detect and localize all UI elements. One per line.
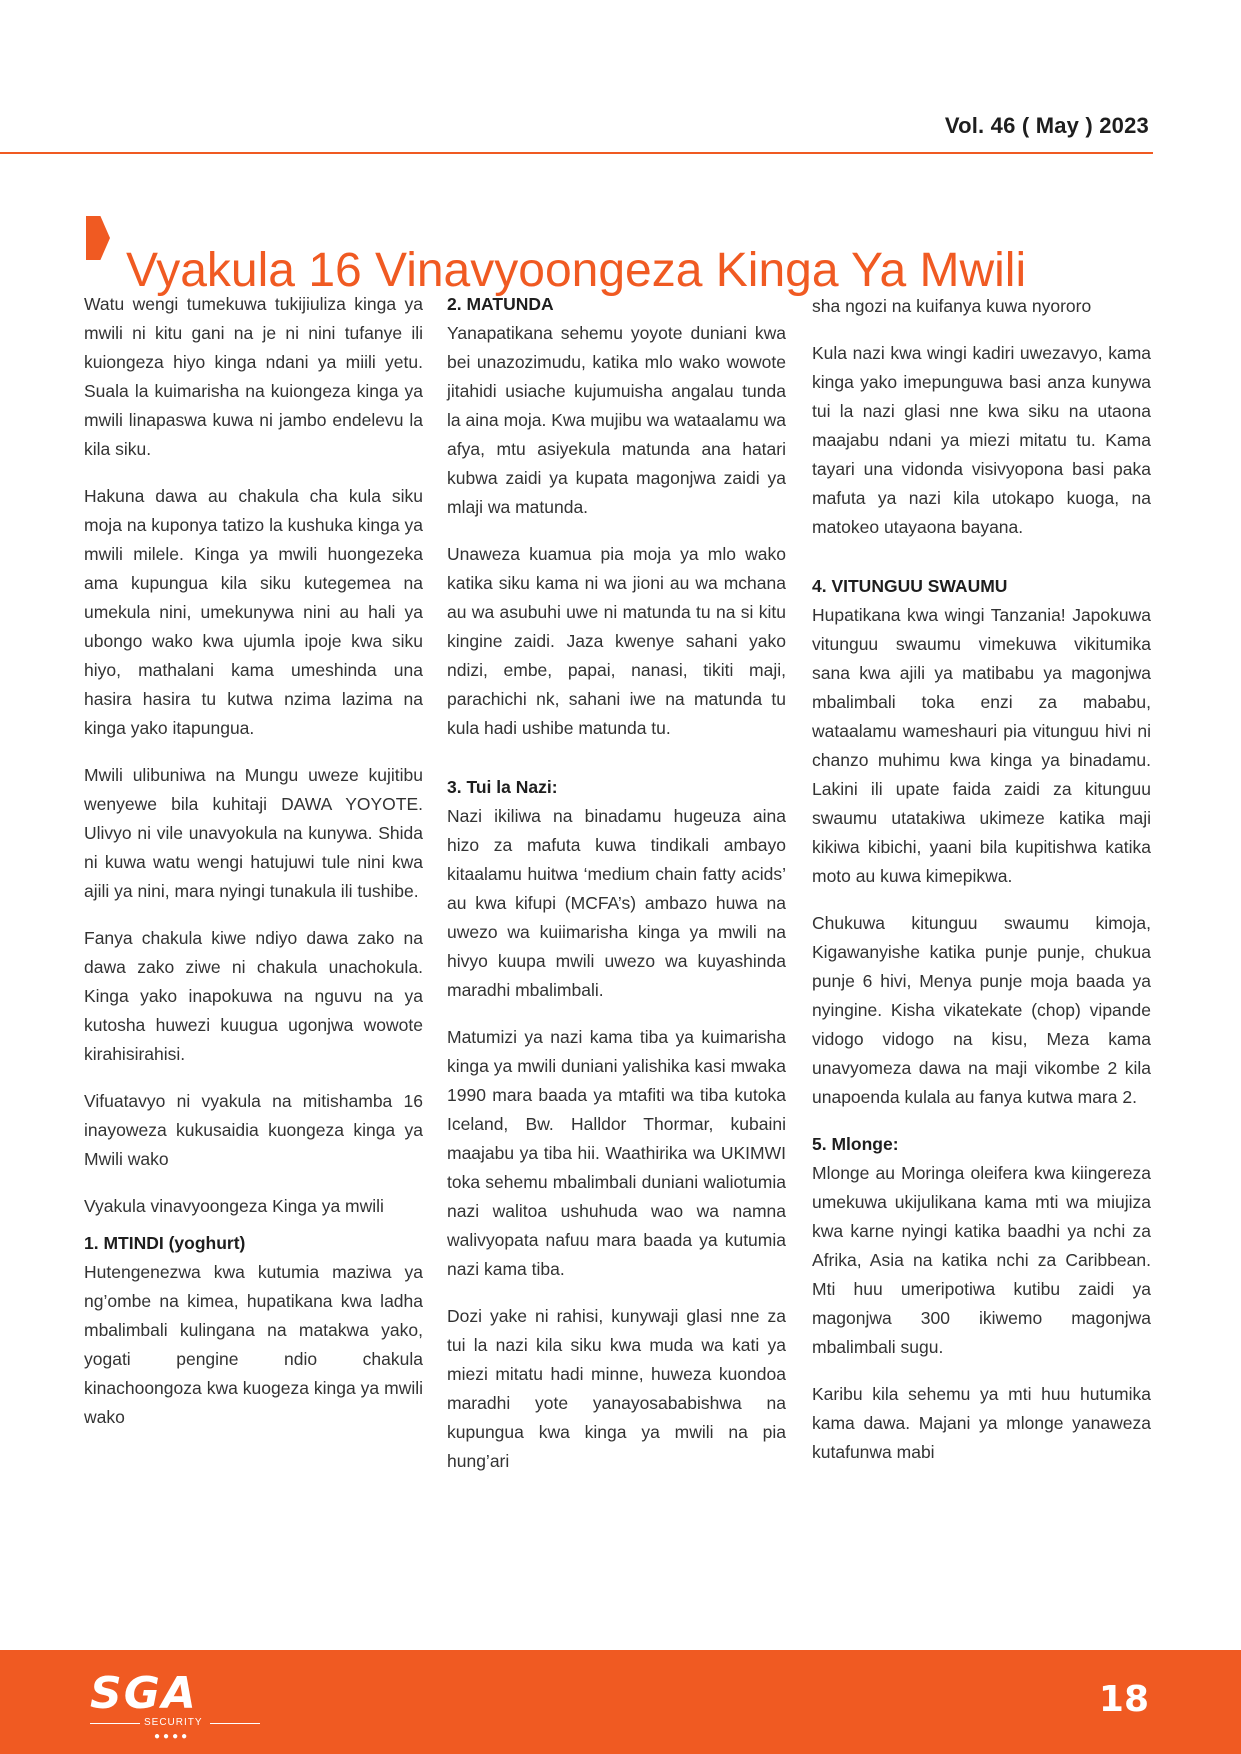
column-2 — [447, 290, 786, 1494]
section-heading-matunda: 2. MATUNDA — [447, 294, 554, 314]
footer-bar — [0, 1650, 1241, 1754]
issue-label: Vol. 46 ( May ) 2023 — [944, 113, 1149, 138]
paragraph: Unaweza kuamua pia moja ya mlo wako katika siku kama ni wa jioni au wa mchana au wa asubuhi uwe ni matunda tu na si kitu kingine zaidi. Jaza kwenye sahani yako ndizi, embe, papai, nanasi, tikiti maji, parachichi nk, sahani iwe na matunda tu kula hadi ushibe matunda tu. — [447, 544, 786, 738]
paragraph: Mlonge au Moringa oleifera kwa kiingereza umekuwa ukijulikana kama mti wa miujiza kwa karne nyingi katika baadhi ya nchi za Afrika, Asia na katika nchi za Caribbean. Mti huu umeripotiwa kutibu zaidi ya magonjwa 300 ikiwemo magonjwa mbalimbali sugu. — [812, 1163, 1151, 1357]
paragraph: Nazi ikiliwa na binadamu hugeuza aina hizo za mafuta kuwa tindikali ambayo kitaalamu huitwa ‘medium chain fatty acids’ au kwa kifupi (MCFA’s) ambazo huwa na uwezo wa kuiimarisha kinga ya mwili na hivyo kuupa mwili uwezo wa kuyashinda maradhi mbalimbali. — [447, 806, 786, 1000]
paragraph: Hakuna dawa au chakula cha kula siku moja na kuponya tatizo la kushuka kinga ya mwili milele. Kinga ya mwili huongezeka ama kupungua kila siku kutegemea na umekula nini, umekunywa nini au hali ya ubongo wako kwa ujumla ipoje kwa siku hiyo, mathalani kama umeshinda una hasira hasira tu kutwa nzima lazima na kinga yako itapungua. — [84, 486, 423, 738]
paragraph: Hutengenezwa kwa kutumia maziwa ya ng’ombe na kimea, hupatikana kwa ladha mbalimbali kulingana na matakwa yako, yogati pengine ndio chakula kinachoongoza kwa kuogeza kinga ya mwili wako — [84, 1262, 423, 1427]
paragraph: Mwili ulibuniwa na Mungu uweze kujitibu wenyewe bila kuhitaji DAWA YOYOTE. Ulivyo ni vile unavyokula na kunywa. Shida ni kuwa watu wengi hatujuwi tule nini kwa ajili ya nini, mara nyingi tunakula ili tushibe. — [84, 765, 423, 901]
section-heading-mlonge: 5. Mlonge: — [812, 1134, 899, 1154]
article-title: Vyakula 16 Vinavyoongeza Kinga Ya Mwili — [126, 244, 1027, 298]
section-heading-mtindi: 1. MTINDI (yoghurt) — [84, 1233, 246, 1253]
paragraph: sha ngozi na kuifanya kuwa nyororo — [812, 296, 1092, 316]
column-3 — [812, 292, 1151, 1485]
column-1 — [84, 290, 423, 1450]
logo-dots-icon: ●●●● — [154, 1731, 191, 1742]
section-heading-vitunguu-swaumu: 4. VITUNGUU SWAUMU — [812, 576, 1008, 596]
paragraph: Vifuatavyo ni vyakula na mitishamba 16 inayoweza kukusaidia kuongeza kinga ya Mwili wako — [84, 1091, 423, 1169]
page-number: 18 — [1098, 1679, 1149, 1720]
section-heading-tui-la-nazi: 3. Tui la Nazi: — [447, 777, 558, 797]
header-divider — [0, 152, 1153, 154]
logo-wordmark: SGA — [90, 1668, 198, 1719]
title-arrow-icon — [86, 216, 110, 260]
paragraph: Karibu kila sehemu ya mti huu hutumika kama dawa. Majani ya mlonge yanaweza kutafunwa mabi — [812, 1384, 1151, 1462]
logo-line-right — [210, 1723, 260, 1724]
paragraph: Kula nazi kwa wingi kadiri uwezavyo, kama kinga yako imepunguwa basi anza kunywa tui la nazi glasi nne kwa siku na utaona maajabu ndani ya miezi mitatu tu. Kama tayari una vidonda visivyopona basi paka mafuta ya nazi kila utokapo kuoga, na matokeo utayaona bayana. — [812, 343, 1151, 537]
paragraph: Matumizi ya nazi kama tiba ya kuimarisha kinga ya mwili duniani yalishika kasi mwaka 1990 mara baada ya mtafiti wa tiba kutoka Iceland, Bw. Halldor Thormar, kubaini maajabu ya tiba hii. Waathirika wa UKIMWI toka sehemu mbalimbali duniani waliotumia nazi walitoa ushuhuda wao wa namna walivyopata nafuu mara baada ya kutumia nazi kama tiba. — [447, 1027, 786, 1279]
paragraph: Dozi yake ni rahisi, kunywaji glasi nne za tui la nazi kila siku kwa muda wa kati ya miezi mitatu hadi minne, huweza kuondoa maradhi yote yanayosababishwa na kupungua kwa kinga ya mwili na pia hung’ari — [447, 1306, 786, 1471]
paragraph: Vyakula vinavyoongeza Kinga ya mwili — [84, 1196, 384, 1216]
paragraph: Yanapatikana sehemu yoyote duniani kwa bei unazozimudu, katika mlo wako wowote jitahidi usiache kujumuisha angalau tunda la aina moja. Kwa mujibu wa wataalamu wa afya, mtu asiyekula matunda ana hatari kubwa zaidi ya kupata magonjwa zaidi ya mlaji wa matunda. — [447, 323, 786, 517]
sga-security-logo — [90, 1668, 260, 1742]
logo-line-left — [90, 1723, 140, 1724]
paragraph: Chukuwa kitunguu swaumu kimoja, Kigawanyishe katika punje punje, chukua punje 6 hivi, Menya punje moja baada ya nyingine. Kisha vikatekate (chop) vipande vidogo vidogo na kisu, Meza kama unavyomeza dawa na maji vikombe 2 kila unapoenda kulala au fanya kutwa mara 2. — [812, 913, 1151, 1107]
paragraph: Watu wengi tumekuwa tukijiuliza kinga ya mwili ni kitu gani na je ni nini tufanye ili kuiongeza hiyo kinga ndani ya miili yetu. Suala la kuimarisha na kuiongeza kinga ya mwili linapaswa kuwa ni jambo endelevu la kila siku. — [84, 294, 423, 459]
logo-subtitle: SECURITY — [144, 1717, 203, 1728]
paragraph: Fanya chakula kiwe ndiyo dawa zako na dawa zako ziwe ni chakula unachokula. Kinga yako inapokuwa na nguvu na ya kutosha huwezi kuugua ugonjwa wowote kirahisirahisi. — [84, 928, 423, 1064]
paragraph: Hupatikana kwa wingi Tanzania! Japokuwa vitunguu swaumu vimekuwa vikitumika sana kwa ajili ya matibabu ya magonjwa mbalimbali toka enzi za mababu, wataalamu wameshauri pia vitunguu hivi ni chanzo muhimu kwa kinga ya binadamu. Lakini ili upate faida zaidi za kitunguu swaumu utatakiwa ukimeze katika maji kikiwa kibichi, yaani bila kupitishwa katika moto au kuwa kimepikwa. — [812, 605, 1151, 886]
